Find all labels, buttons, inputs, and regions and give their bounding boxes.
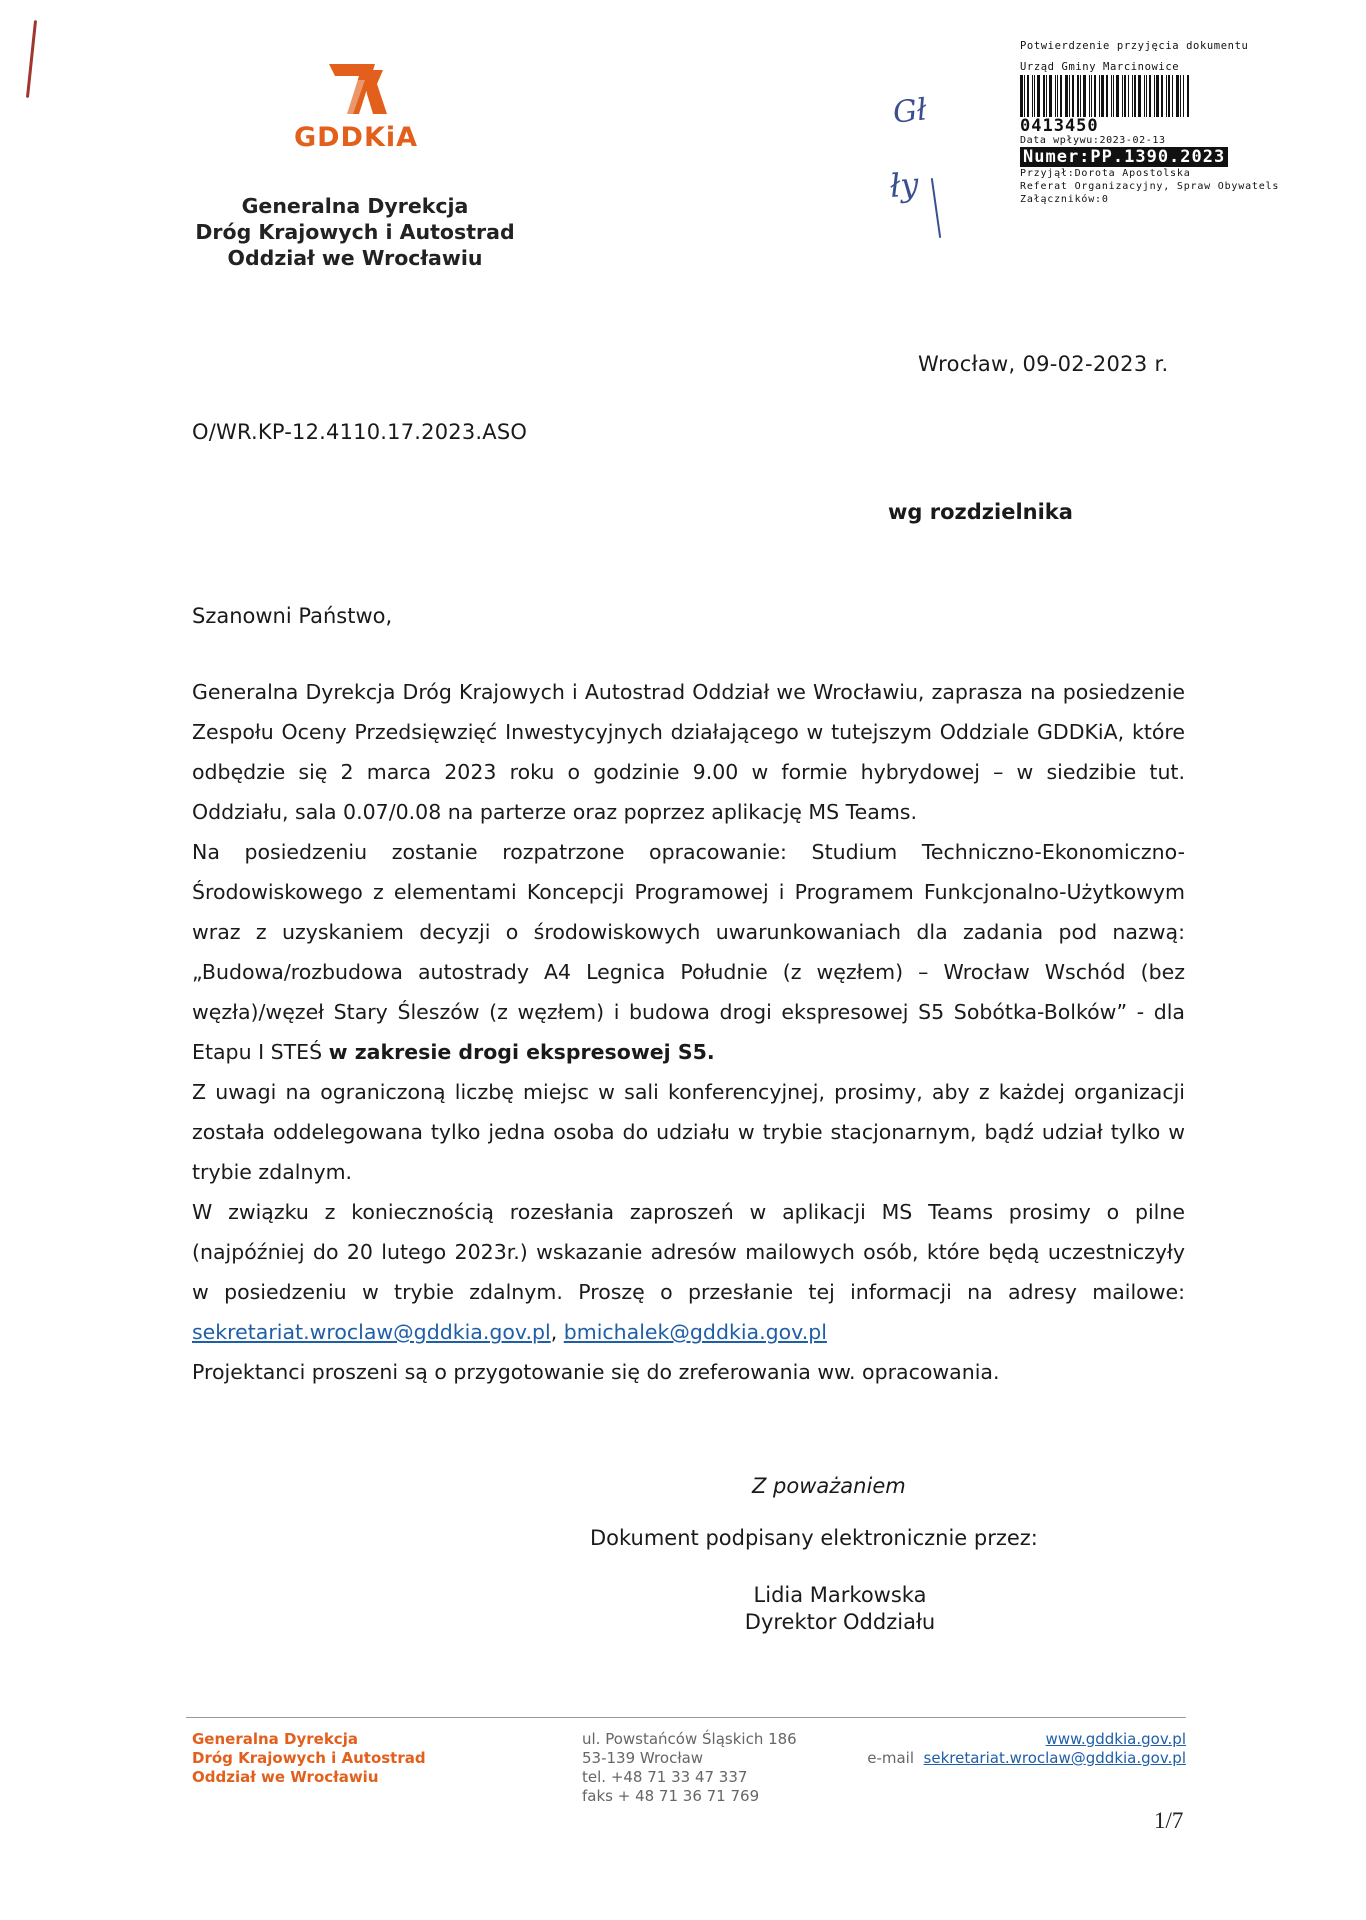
- barcode-bar: [1060, 75, 1062, 117]
- paragraph-text: W związku z koniecznością rozesłania zaproszeń w aplikacji MS Teams prosimy o pilne (najpóźniej do 20 lutego 2023r.) wskazanie adresów mailowych osób, które będą uczestniczyły w posiedzeniu w trybie zdalnym. Proszę o przesłanie tej informacji na adresy mailowe:: [192, 1200, 1185, 1304]
- barcode-bar: [1144, 75, 1145, 117]
- barcode-bar: [1116, 75, 1119, 117]
- stamp-number: Numer:PP.1390.2023: [1020, 147, 1228, 167]
- footer-contact: [867, 1730, 1186, 1768]
- barcode-bar: [1166, 75, 1167, 117]
- paragraph: Projektanci proszeni są o przygotowanie się do zreferowania ww. opracowania.: [192, 1360, 1000, 1384]
- barcode-bar: [1106, 75, 1108, 117]
- paragraph: [192, 832, 1185, 1072]
- barcode-bar: [1187, 75, 1189, 117]
- email-label: e-mail: [867, 1749, 914, 1767]
- website-link[interactable]: www.gddkia.gov.pl: [1045, 1730, 1186, 1748]
- barcode-bar: [1046, 75, 1047, 117]
- handwritten-initials: ły: [888, 165, 920, 205]
- closing: Z poważaniem: [752, 1474, 906, 1498]
- footer-org-line: Oddział we Wrocławiu: [192, 1768, 379, 1786]
- letter-body: [192, 672, 1185, 1392]
- barcode-bar: [1134, 75, 1136, 117]
- footer-organization: [192, 1730, 426, 1787]
- footer-org-line: Dróg Krajowych i Autostrad: [192, 1749, 426, 1767]
- footer-email-link[interactable]: sekretariat.wroclaw@gddkia.gov.pl: [923, 1749, 1186, 1767]
- stamp-office: Urząd Gminy Marcinowice: [1020, 61, 1180, 73]
- barcode-bar: [1072, 75, 1074, 117]
- barcode-bar: [1122, 75, 1123, 117]
- gddkia-logo: [286, 60, 426, 153]
- barcode-bar: [1101, 75, 1104, 117]
- barcode-bar: [1083, 75, 1086, 117]
- logo-text: GDDKiA: [293, 122, 419, 153]
- barcode-bar: [1138, 75, 1141, 117]
- barcode-bar: [1049, 75, 1052, 117]
- page-number: 1/7: [1154, 1808, 1184, 1833]
- barcode-bar: [1089, 75, 1090, 117]
- barcode-bar: [1113, 75, 1114, 117]
- barcode-bar: [1094, 75, 1096, 117]
- paragraph-text: Na posiedzeniu zostanie rozpatrzone opracowanie: Studium Techniczno-Ekonomiczno-Środowiskowego z elementami Koncepcji Programowej i Programem Funkcjonalno-Użytkowym wraz z uzyskaniem decyzji o środowiskowych uwarunkowaniach dla zadania pod nazwą: „Budowa/rozbudowa autostrady A4 Legnica Południe (z węzłem) – Wrocław Wschód (bez węzła)/węzeł Stary Śleszów (z węzłem) i budowa drogi ekspresowej S5 Sobótka-Bolków” - dla Etapu I STEŚ: [192, 840, 1185, 1064]
- barcode-bar: [1168, 75, 1170, 117]
- salutation: Szanowni Państwo,: [192, 604, 393, 628]
- barcode-bar: [1065, 75, 1068, 117]
- paragraph: [192, 1192, 1185, 1352]
- sender-organization: [170, 193, 540, 271]
- footer-fax: faks + 48 71 36 71 769: [582, 1787, 760, 1805]
- footer-address: [582, 1730, 797, 1806]
- registry-stamp: [1020, 40, 1340, 206]
- paragraph: Z uwagi na ograniczoną liczbę miejsc w sali konferencyjnej, prosimy, aby z każdej organizacji została oddelegowana tylko jedna osoba do udziału w trybie stacjonarnym, bądź udział tylko w trybie zdalnym.: [192, 1080, 1185, 1184]
- stamp-title: Potwierdzenie przyjęcia dokumentu: [1020, 40, 1249, 52]
- stamp-department: Referat Organizacyjny, Spraw Obywatels: [1020, 181, 1280, 192]
- org-name-line: Dróg Krajowych i Autostrad: [195, 220, 515, 244]
- footer-address-line: ul. Powstańców Śląskich 186: [582, 1730, 797, 1748]
- email-link-secretariat[interactable]: sekretariat.wroclaw@gddkia.gov.pl: [192, 1320, 551, 1344]
- barcode-bar: [1027, 75, 1029, 117]
- barcode-bar: [1032, 75, 1033, 117]
- barcode-bar: [1124, 75, 1126, 117]
- reference-number: O/WR.KP-12.4110.17.2023.ASO: [192, 420, 528, 444]
- place-and-date: Wrocław, 09-02-2023 r.: [918, 352, 1169, 376]
- barcode-bar: [1161, 75, 1163, 117]
- footer-divider: [186, 1717, 1186, 1718]
- margin-pen-mark: [26, 20, 37, 98]
- barcode-bar: [1043, 75, 1045, 117]
- signed-by-label: Dokument podpisany elektronicznie przez:: [590, 1526, 1038, 1550]
- separator: ,: [550, 1320, 564, 1344]
- recipient: wg rozdzielnika: [888, 500, 1073, 524]
- email-link-bmichalek[interactable]: bmichalek@gddkia.gov.pl: [563, 1320, 827, 1344]
- barcode-bar: [1091, 75, 1092, 117]
- barcode-bar: [1057, 75, 1058, 117]
- barcode-bar: [1055, 75, 1056, 117]
- barcode-bar: [1154, 75, 1155, 117]
- barcode-bar: [1020, 75, 1023, 117]
- barcode-bar: [1146, 75, 1147, 117]
- barcode-bar: [1099, 75, 1100, 117]
- barcode-bar: [1077, 75, 1079, 117]
- barcode-bar: [1149, 75, 1151, 117]
- barcode: [1020, 75, 1254, 117]
- footer-org-line: Generalna Dyrekcja: [192, 1730, 358, 1748]
- stamp-date: Data wpływu:2023-02-13: [1020, 135, 1166, 146]
- barcode-bar: [1156, 75, 1159, 117]
- handwritten-stroke: [931, 178, 941, 238]
- signer-name: Lidia Markowska: [753, 1583, 927, 1607]
- org-name-line: Oddział we Wrocławiu: [227, 246, 483, 270]
- barcode-bar: [1180, 75, 1181, 117]
- footer-phone: tel. +48 71 33 47 337: [582, 1768, 748, 1786]
- barcode-bar: [1080, 75, 1081, 117]
- handwritten-annotation: Gł: [891, 92, 929, 131]
- stamp-code: 0413450: [1020, 116, 1099, 136]
- signer-title: Dyrektor Oddziału: [744, 1610, 936, 1634]
- signer: [740, 1582, 940, 1636]
- barcode-bar: [1024, 75, 1025, 117]
- stamp-received-by: Przyjął:Dorota Apostolska: [1020, 168, 1191, 179]
- barcode-bar: [1132, 75, 1133, 117]
- barcode-bar: [1176, 75, 1179, 117]
- gddkia-logo-icon: [323, 60, 389, 118]
- barcode-bar: [1128, 75, 1129, 117]
- paragraph-text: .: [706, 1040, 715, 1064]
- barcode-bar: [1037, 75, 1040, 117]
- paragraph: Generalna Dyrekcja Dróg Krajowych i Autostrad Oddział we Wrocławiu, zaprasza na posiedzenie Zespołu Oceny Przedsięwzięć Inwestycyjnych działającego w tutejszym Oddziale GDDKiA, które odbędzie się 2 marca 2023 roku o godzinie 9.00 w formie hybrydowej – w siedzibie tut. Oddziału, sala 0.07/0.08 na parterze oraz poprzez aplikację MS Teams.: [192, 680, 1185, 824]
- barcode-bar: [1069, 75, 1070, 117]
- barcode-bar: [1034, 75, 1035, 117]
- paragraph-bold-text: w zakresie drogi ekspresowej S5: [328, 1040, 707, 1064]
- barcode-bar: [1172, 75, 1173, 117]
- footer-address-line: 53-139 Wrocław: [582, 1749, 704, 1767]
- barcode-bar: [1183, 75, 1184, 117]
- org-name-line: Generalna Dyrekcja: [241, 194, 469, 218]
- stamp-attachments: Załączników:0: [1020, 194, 1109, 205]
- barcode-bar: [1111, 75, 1112, 117]
